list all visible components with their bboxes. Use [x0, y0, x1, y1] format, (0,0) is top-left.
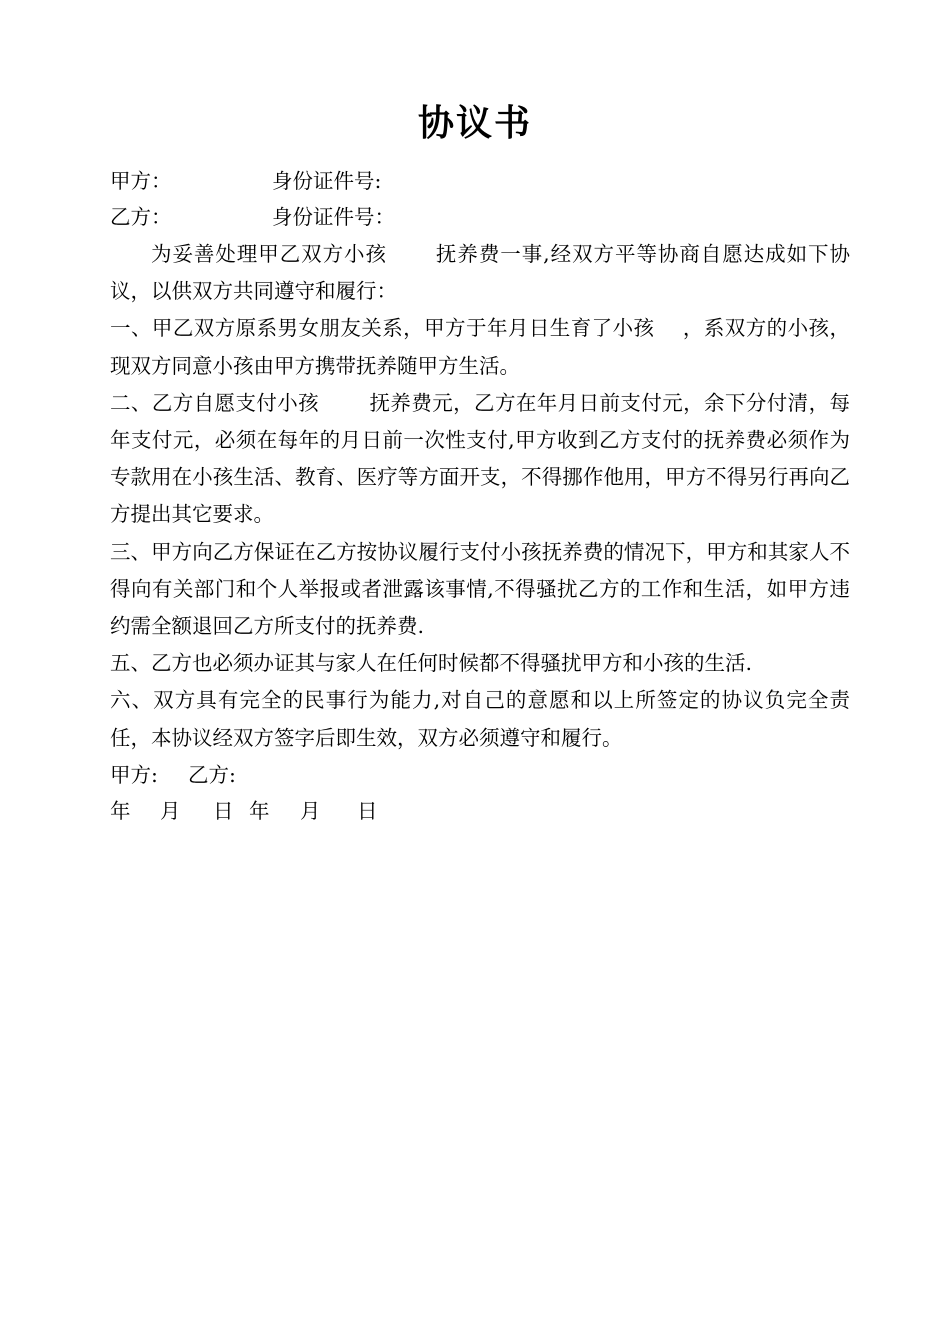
party-b-id-label: 身份证件号： [272, 205, 395, 229]
clause-1-part1: 一、甲乙双方原系男女朋友关系，甲方于年月日生育了小孩 [110, 316, 655, 341]
clause-6: 六、双方具有完全的民事行为能力,对自己的意愿和以上所签定的协议负完全责任，本协议经双方签字后即生效，双方必须遵守和履行。 [110, 688, 850, 750]
party-b-label: 乙方： [110, 205, 172, 229]
date-day-b: 日 [357, 799, 378, 823]
party-a-label: 甲方： [110, 169, 172, 193]
clause-2-part1: 二、乙方自愿支付小孩 [110, 390, 320, 415]
intro-part1: 为妥善处理甲乙双方小孩 [151, 242, 387, 266]
signature-party-b: 乙方: [188, 763, 236, 787]
date-year-b: 年 [249, 799, 270, 823]
clause-1-part2: ，系双方的小孩，现双方同意小孩由甲方携带抚养随甲方生活。 [110, 316, 850, 378]
date-month-a: 月 [160, 799, 181, 823]
signature-line [110, 757, 855, 794]
intro-paragraph [110, 236, 850, 310]
intro-part2: 抚养费一事,经双方平等协商自愿达成如下协议，以供双方共同遵守和履行： [110, 242, 851, 304]
clause-2-part2: 抚养费元，乙方在年月日前支付元，余下分付清，每年支付元，必须在每年的月日前一次性支付,甲方收到乙方支付的抚养费必须作为专款用在小孩生活、教育、医疗等方面开支，不得挪作他用，甲方不得另行再向乙方提出其它要求。 [110, 390, 851, 527]
party-a-id-label: 身份证件号: [272, 169, 382, 193]
agreement-body [110, 236, 850, 757]
party-a-line [110, 163, 855, 200]
document-title: 协议书 [417, 103, 532, 144]
party-b-line [110, 199, 855, 236]
clause-1 [110, 310, 850, 384]
date-year-a: 年 [110, 799, 131, 823]
date-line [110, 793, 855, 830]
clause-5: 五、乙方也必须办证其与家人在任何时候都不得骚扰甲方和小孩的生活. [110, 651, 753, 676]
clause-3: 三、甲方向乙方保证在乙方按协议履行支付小孩抚养费的情况下，甲方和其家人不得向有关部门和个人举报或者泄露该事情,不得骚扰乙方的工作和生活，如甲方违约需全额退回乙方所支付的抚养费. [110, 539, 850, 639]
date-day-a: 日 [213, 799, 234, 823]
clause-2 [110, 385, 850, 534]
signature-party-a: 甲方: [110, 763, 158, 787]
date-month-b: 月 [300, 799, 321, 823]
